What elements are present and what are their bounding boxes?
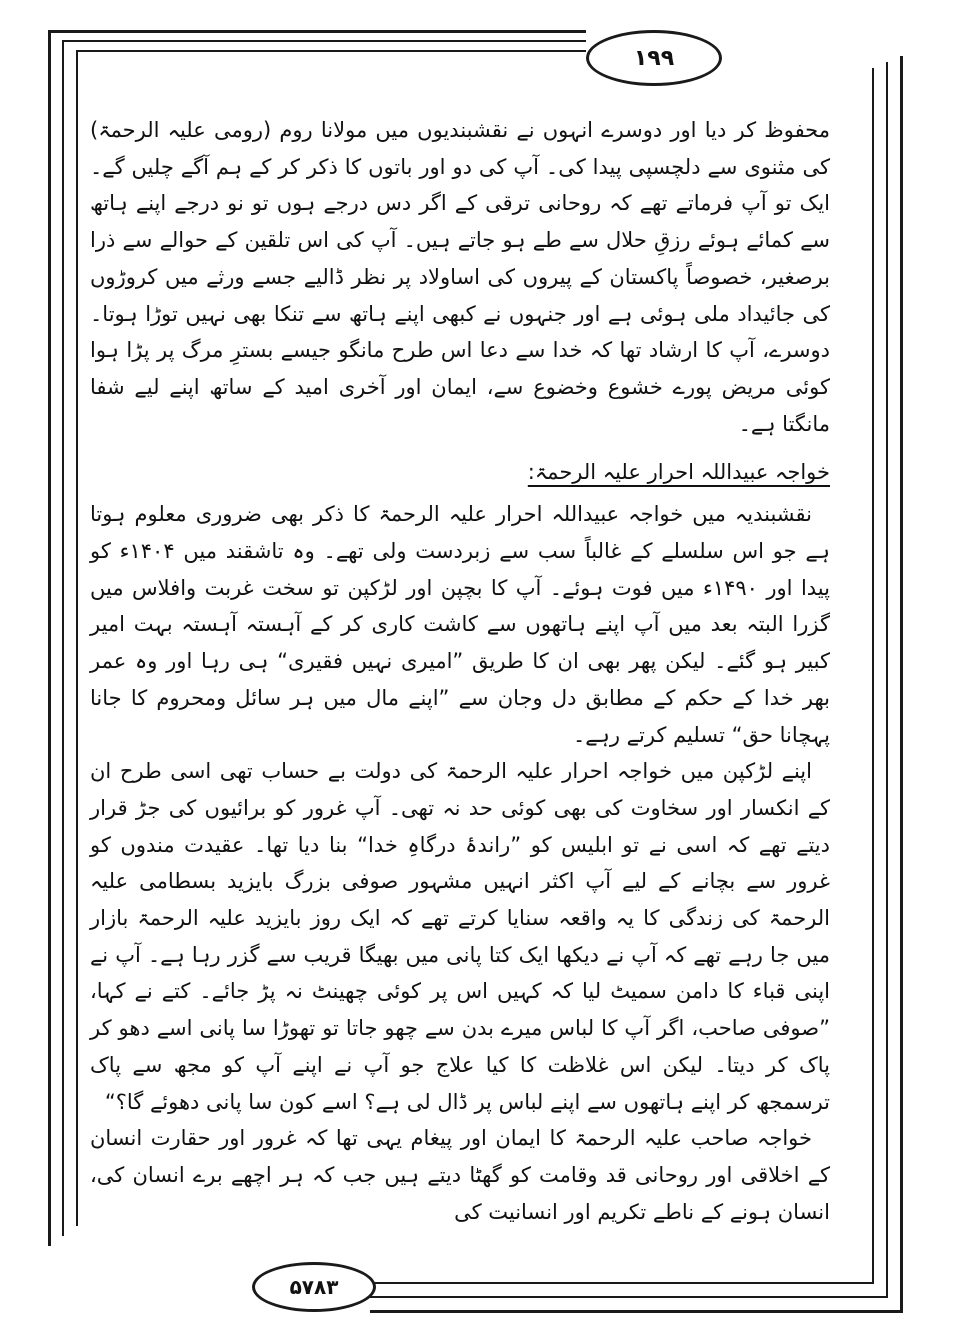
paragraph-intro: محفوظ کر دیا اور دوسرے انہوں نے نقشبندیوں میں مولانا روم (رومی علیہ الرحمۃ) کی مثنوی سے دلچسپی پیدا کی۔ آپ کی دو اور باتوں کا ذکر کر کے ہم آگے چلیں گے۔ ایک تو آپ فرماتے تھے کہ روحانی ترقی کے اگر دس درجے ہوں تو نو درجے اپنے ہاتھ سے کمائے ہوئے رزقِ حلال سے طے ہو جاتے ہیں۔ آپ کی اس تلقین کے حوالے سے ذرا برصغیر، خصوصاً پاکستان کے پیروں کی اساولاد پر نظر ڈالیے جسے ورثے میں کروڑوں کی جائیداد ملی ہوئی ہے اور جنہوں نے کبھی اپنے ہاتھ سے تنکا بھی نہیں توڑا ہوتا۔ دوسرے، آپ کا ارشاد تھا کہ خدا سے دعا اس طرح مانگو جیسے بسترِ مرگ پر پڑا ہوا کوئی مریض پورے خشوع وخضوع سے، ایمان اور آخری امید کے ساتھ اپنے لیے شفا مانگتا ہے۔ [90,118,830,436]
section-heading: خواجہ عبیداللہ احرار علیہ الرحمۃ: [527,460,830,485]
frame-top-line-2 [62,40,586,42]
volume-page-badge [252,1262,376,1312]
frame-left-line-3 [76,50,78,1226]
frame-right-line-1 [900,56,903,1312]
page-body [90,112,830,1230]
frame-top-line-3 [76,50,586,52]
paragraph-2: اپنے لڑکپن میں خواجہ احرار علیہ الرحمۃ کی دولت بے حساب تھی اسی طرح ان کے انکسار اور سخاوت کی بھی کوئی حد نہ تھی۔ آپ غرور کو برائیوں کی جڑ قرار دیتے تھے کہ اسی نے تو ابلیس کو ”راندۂ درگاہِ خدا“ بنا دیا تھا۔ عقیدت مندوں کو غرور سے بچانے کے لیے آپ اکثر انہیں مشہور صوفی بزرگ بایزید بسطامی علیہ الرحمۃ کی زندگی کا یہ واقعہ سنایا کرتے تھے کہ ایک روز بایزید علیہ الرحمۃ بازار میں جا رہے تھے کہ آپ نے دیکھا ایک کتا پانی میں بھیگا قریب سے گزر رہا ہے۔ آپ نے اپنی قباء کا دامن سمیٹ لیا کہ کہیں اس پر کوئی چھینٹ نہ پڑ جائے۔ کتے نے کہا، ”صوفی صاحب، اگر آپ کا لباس میرے بدن سے چھو جاتا تو تھوڑا سا پانی اسے دھو کر پاک کر دیتا۔ لیکن اس غلاظت کا کیا علاج جو آپ نے اپنے آپ کو مجھ سے پاک ترسمجھ کر اپنے ہاتھوں سے اپنے لباس پر ڈال لی ہے؟ اسے کون سا پانی دھوئے گا؟“ [90,759,830,1114]
page-number: ۱۹۹ [633,45,675,71]
page-number-badge [586,30,722,86]
volume-page-number: ۵۷۸۳ [289,1275,339,1299]
frame-bottom-line-3 [370,1282,874,1284]
frame-right-line-3 [872,68,874,1284]
frame-right-line-2 [886,62,888,1298]
paragraph-1: نقشبندیہ میں خواجہ عبیداللہ احرار علیہ الرحمۃ کا ذکر بھی ضروری معلوم ہوتا ہے جو اس سلسلے کے غالباً سب سے زبردست ولی تھے۔ وہ تاشقند میں ۱۴۰۴ء کو پیدا اور ۱۴۹۰ء میں فوت ہوئے۔ آپ کا بچپن اور لڑکپن تو سخت غربت وافلاس میں گزرا البتہ بعد میں آپ اپنے ہاتھوں سے کاشت کاری کر کے آہستہ آہستہ بہت امیر کبیر ہو گئے۔ لیکن پھر بھی ان کا طریق ”امیری نہیں فقیری“ ہی رہا اور وہ عمر بھر خدا کے حکم کے مطابق دل وجان سے ”اپنے مال میں ہر سائل ومحروم کا جانا پہچانا حق“ تسلیم کرتے رہے۔ [90,502,830,747]
frame-bottom-line-1 [370,1310,903,1313]
frame-top-line-1 [48,30,586,33]
frame-left-line-2 [62,40,64,1236]
paragraph-3: خواجہ صاحب علیہ الرحمۃ کا ایمان اور پیغام یہی تھا کہ غرور اور حقارت انسان کے اخلاقی اور روحانی قد وقامت کو گھٹا دیتے ہیں جب کہ ہر اچھے برے انسان کی، انسان ہونے کے ناطے تکریم اور انسانیت کی [90,1126,830,1224]
frame-left-line-1 [48,30,51,1246]
frame-bottom-line-2 [370,1296,888,1298]
